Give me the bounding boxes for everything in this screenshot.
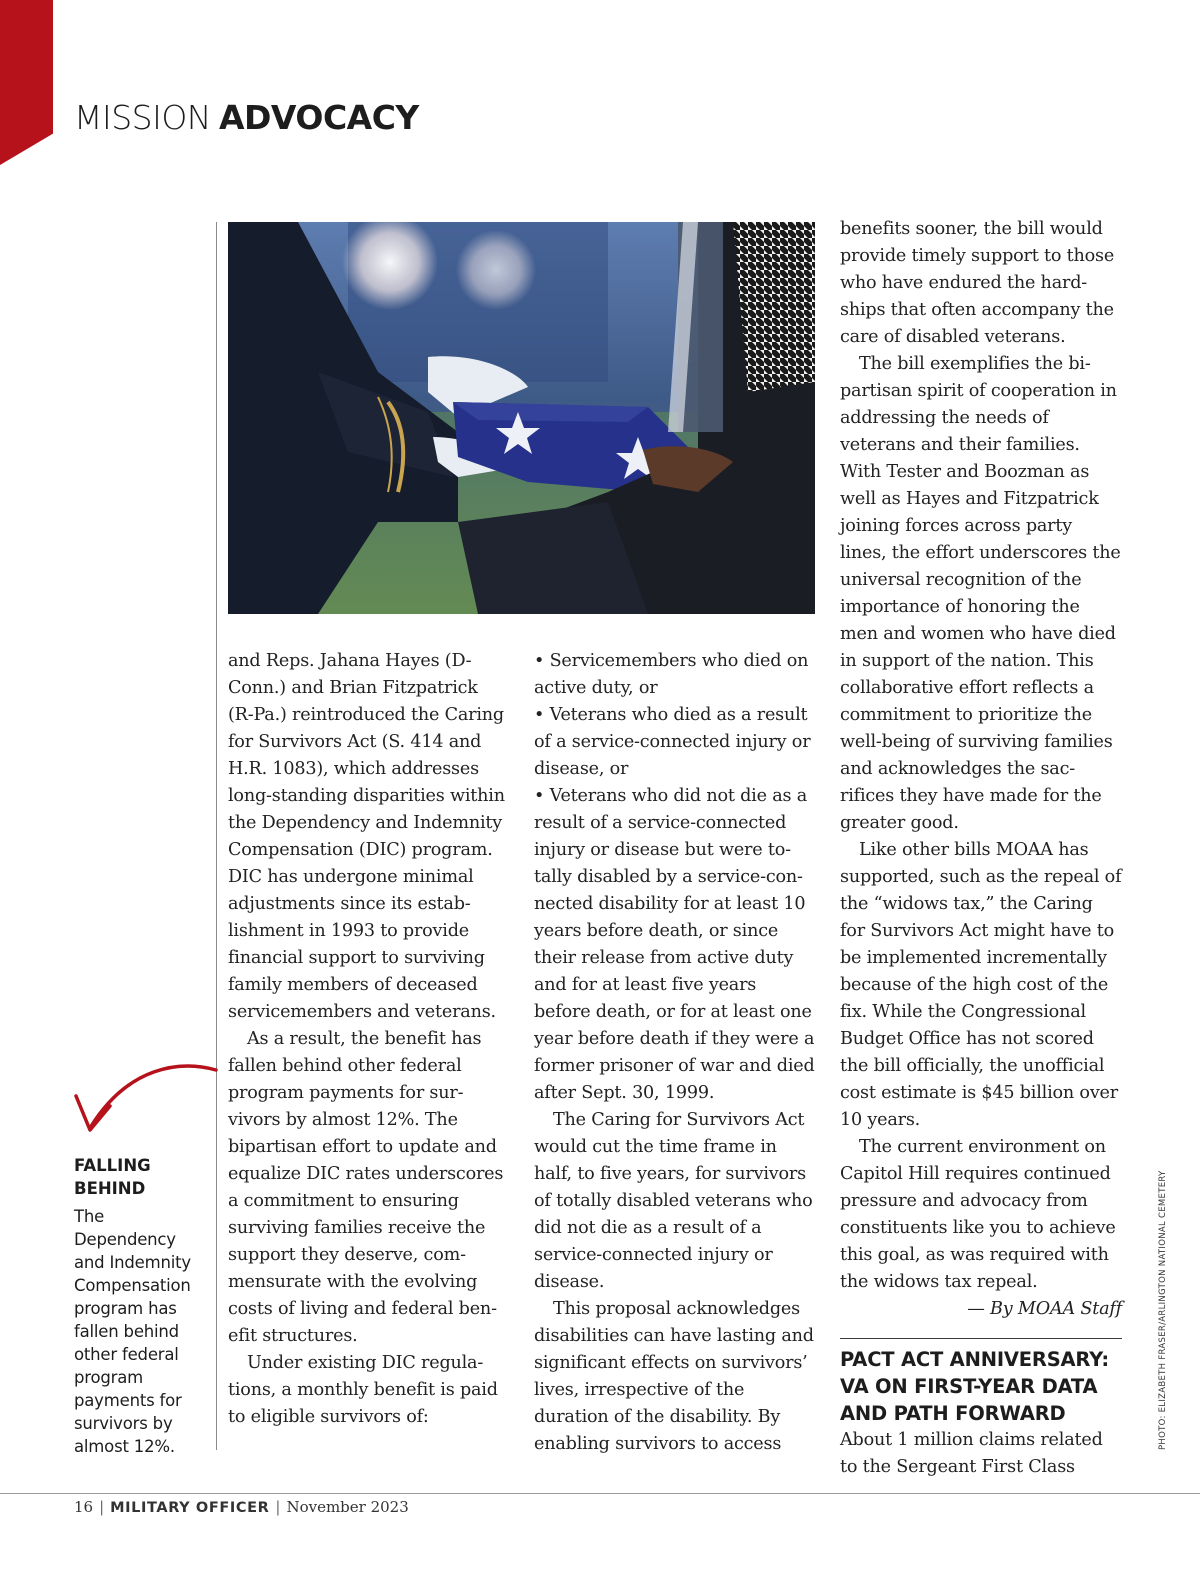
col1-paragraph-2: As a result, the benefit has fallen behind other federal program payments for survivors by almost 12%. The bipartisan effort to update and equalize DIC rates underscores a commitment to ensuring surviving families receive the support they deserve, commensurate with the evolving costs of living and federal benefit structures. — [228, 1029, 504, 1346]
col3-paragraph-3: Like other bills MOAA has supported, such as the repeal of the “widows tax,” the Caring for Survivors Act might have to be implemented incrementally because of the high cost of the fix. While the Congressional Budget Office has not scored the bill officially, the unofficial cost estimate is $45 billion over 10 years. — [840, 840, 1122, 1130]
section-header-bold: ADVOCACY — [219, 98, 419, 137]
article-column-1 — [228, 648, 508, 1431]
flag-presentation-photo — [228, 222, 815, 614]
article-column-3 — [840, 216, 1122, 1481]
col1-paragraph-1: and Reps. Jahana Hayes (D-Conn.) and Brian Fitzpatrick (R-Pa.) reintroduced the Caring for Survivors Act (S. 414 and H.R. 1083), which addresses long-standing disparities within the Dependency and Indemnity Compensation (DIC) program. DIC has undergone minimal adjustments since its establishment in 1993 to provide financial support to surviving family members of deceased servicemembers and veterans. — [228, 651, 505, 1022]
next-article-headline: PACT ACT ANNIVERSARY: VA ON FIRST-YEAR DATA AND PATH FORWARD — [840, 1348, 1110, 1425]
eligibility-bullet-3: • Veterans who did not die as a result of a service-connected injury or disease but were totally disabled by a service-connected disability for at least 10 years before death, or since their release from active duty and for at least five years before death, or for at least one year before death if they were a former prisoner of war and died after Sept. 30, 1999. — [534, 786, 815, 1103]
section-color-tab — [0, 0, 53, 165]
column-divider — [216, 222, 217, 1450]
section-header — [74, 96, 419, 140]
issue-date: November 2023 — [286, 1498, 409, 1516]
page-number: 16 — [74, 1498, 94, 1516]
article-column-2 — [534, 648, 816, 1458]
magazine-name: MILITARY OFFICER — [110, 1500, 270, 1516]
eligibility-bullet-1: • Servicemembers who died on active duty, or — [534, 651, 809, 698]
col3-paragraph-4: The current environment on Capitol Hill requires continued pressure and advocacy from constituents like you to achieve this goal, as was required with the widows tax repeal. — [840, 1137, 1116, 1292]
next-article-paragraph: About 1 million claims related to the Sergeant First Class — [840, 1430, 1103, 1477]
section-header-light: MISSION — [74, 98, 211, 137]
col1-paragraph-3: Under existing DIC regulations, a monthly benefit is paid to eligible survivors of: — [228, 1353, 498, 1427]
page-footer — [74, 1497, 409, 1518]
footer-rule — [0, 1493, 1200, 1494]
sidebar-title: FALLING BEHIND — [74, 1156, 151, 1198]
col2-paragraph-1: The Caring for Survivors Act would cut the time frame in half, to five years, for survivors of totally disabled veterans who did not die as a result of a service-connected injury or disease. — [534, 1110, 813, 1292]
curved-arrow-icon — [70, 1058, 220, 1146]
col3-paragraph-2: The bill exemplifies the bipartisan spirit of cooperation in addressing the needs of veterans and their families. With Tester and Boozman as well as Hayes and Fitzpatrick joining forces across party lines, the effort underscores the universal recognition of the importance of honoring the men and women who have died in support of the nation. This collaborative effort reflects a commitment to prioritize the well-being of surviving families and acknowledges the sacrifices they have made for the greater good. — [840, 354, 1121, 833]
footer-separator: | — [275, 1498, 281, 1516]
eligibility-bullet-2: • Veterans who died as a result of a service-connected injury or disease, or — [534, 705, 811, 779]
col2-paragraph-2: This proposal acknowledges disabilities can have lasting and significant effects on survivors’ lives, irrespective of the duration of the disability. By enabling survivors to access — [534, 1299, 814, 1454]
col3-paragraph-1: benefits sooner, the bill would provide timely support to those who have endured the hardships that often accompany the care of disabled veterans. — [840, 219, 1115, 347]
sidebar-body: The Dependency and Indemnity Compensation program has fallen behind other federal program payments for survivors by almost 12%. — [74, 1207, 191, 1456]
photo-credit: PHOTO: ELIZABETH FRASER/ARLINGTON NATIONAL CEMETERY — [1158, 1170, 1168, 1450]
section-rule — [840, 1338, 1122, 1339]
byline: — By MOAA Staff — [967, 1299, 1122, 1319]
footer-separator: | — [99, 1498, 105, 1516]
